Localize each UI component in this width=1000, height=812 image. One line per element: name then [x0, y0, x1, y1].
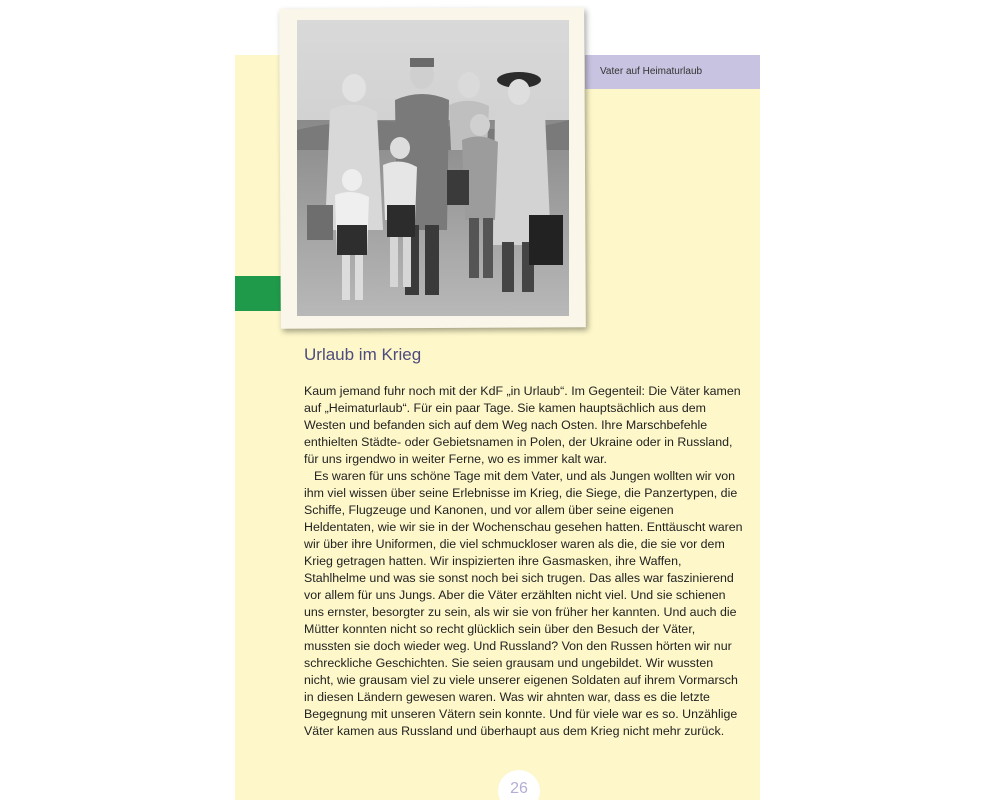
body-text	[304, 383, 744, 740]
paragraph-1: Kaum jemand fuhr noch mit der KdF „in Urlaub“. Im Gegenteil: Die Väter kamen auf „Heimaturlaub“. Für ein paar Tage. Sie kamen hauptsächlich aus dem Westen und befanden sich auf dem Weg nach Osten. Ihre Marschbefehle enthielten Städte- oder Gebietsnamen in Polen, der Ukraine oder in Russland, für uns irgendwo in weiter Ferne, wo es immer kalt war.	[304, 384, 741, 466]
photo-caption: Vater auf Heimaturlaub	[585, 55, 760, 89]
family-photo	[297, 20, 569, 316]
section-title: Urlaub im Krieg	[304, 345, 422, 364]
family-photo-icon	[297, 20, 569, 316]
page-number: 26	[498, 770, 540, 812]
paragraph-2: Es waren für uns schöne Tage mit dem Vater, und als Jungen wollten wir von ihm viel wissen über seine Erlebnisse im Krieg, die Siege, die Panzertypen, die Schiffe, Flugzeuge und Kanonen, und vor allem über seine eigenen Heldentaten, wie wir sie in der Wochenschau gesehen hatten. Enttäuscht waren wir über ihre Uniformen, die viel schmuckloser waren als die, die sie vor dem Krieg getragen hatten. Wir inspizierten ihre Gasmasken, ihre Waffen, Stahlhelme und was sie sonst noch bei sich trugen. Das alles war faszinierend vor allem für uns Jungs. Aber die Väter erzählten nicht viel. Und sie schienen uns ernster, besorgter zu sein, als wir sie von früher her kannten. Und auch die Mütter konnten nicht so recht glücklich sein über den Besuch der Väter, mussten sie doch wieder weg. Und Russland? Von den Russen hörten wir nur schreckliche Geschichten. Sie seien grausam und ungebildet. Wir wussten nicht, wie grausam viel zu viele unserer eigenen Soldaten auf ihrem Vormarsch in diesen Ländern gewesen waren. Was wir ahnten war, dass es die letzte Begegnung mit unseren Vätern sein konnte. Und für viele war es so. Unzählige Väter kamen aus Russland und überhaupt aus dem Krieg nicht mehr zurück.	[304, 469, 743, 738]
